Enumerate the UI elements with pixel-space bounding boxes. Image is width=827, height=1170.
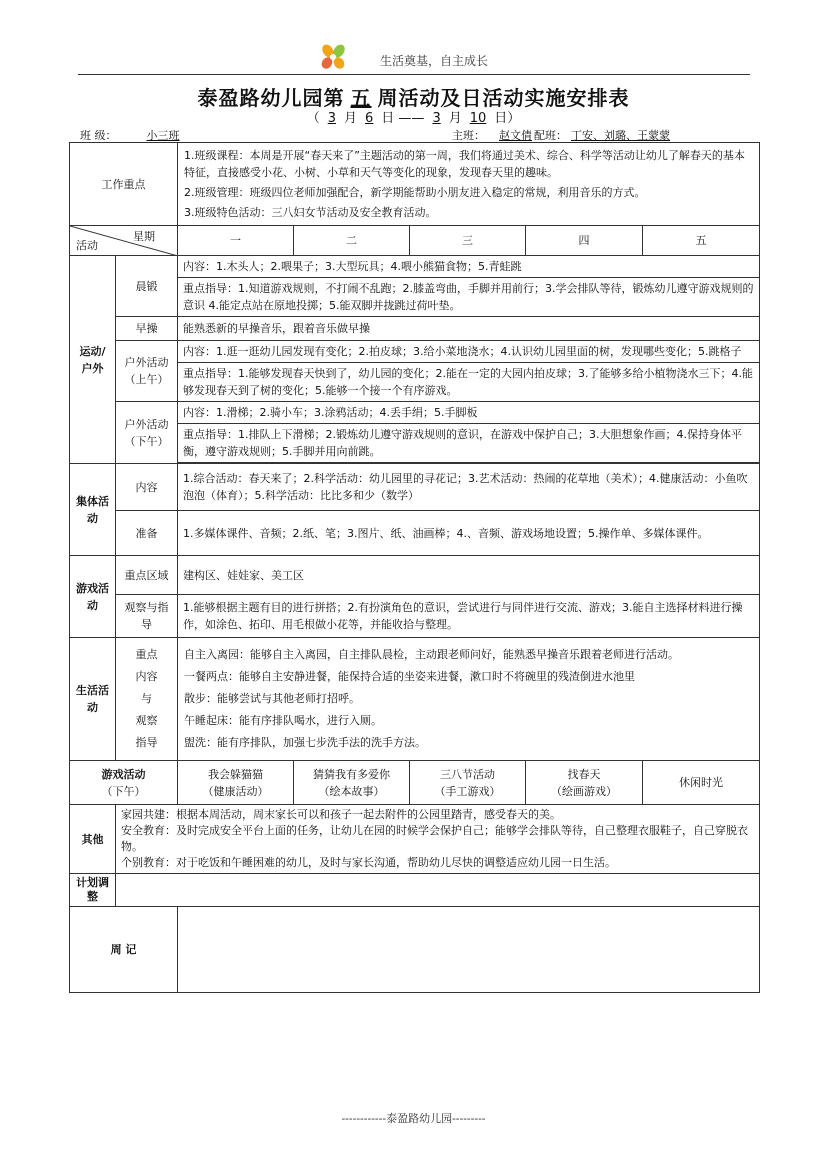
group-content: 1.综合活动：春天来了；2.科学活动：幼儿园里的寻花记；3.艺术活动：热闹的花草地（美术）；4.健康活动：小鱼吹泡泡（体育）；5.科学活动：比比多和少（数学）: [178, 464, 760, 511]
game-observe: 1.能够根据主题有目的进行拼搭；2.有扮演角色的意识，尝试进行与同伴进行交流、游戏；3.能自主选择材料进行操作，如涂色、拓印、用毛根做小花等，并能收拾与整理。: [178, 595, 760, 638]
game-observe-label: 观察与指导: [116, 595, 178, 638]
life-row: [70, 638, 760, 761]
weekday-fri: 五: [643, 226, 760, 256]
morning-exercise-content: 内容：1.木头人；2.喂果子；3.大型玩具；4.喂小熊猫食物；5.青蛙跳: [178, 256, 760, 278]
end-month: 3: [432, 111, 441, 126]
weekday-corner-bottom: 活动: [76, 239, 98, 252]
assistant-names: 丁安、刘璐、王蒙蒙: [571, 129, 670, 142]
life-side-label: 重点 内容 与 观察 指导: [116, 638, 178, 761]
start-month: 3: [327, 111, 336, 126]
morning-drill-row: [70, 317, 760, 341]
pm-games-row: [70, 761, 760, 805]
weekly-note-content: [178, 907, 760, 993]
teacher-info: 主班： 赵文倩 配班： 丁安、刘璐、王蒙蒙: [452, 127, 674, 143]
group-prep: 1.多媒体课件、音频；2.纸、笔；3.图片、纸、油画棒；4.、音频、游戏场地设置；5.操作单、多媒体课件。: [178, 511, 760, 556]
other-row: [70, 805, 760, 874]
page-title: 泰盈路幼儿园第 五 周活动及日活动实施安排表: [197, 86, 630, 110]
game-observe-row: [70, 595, 760, 638]
weekday-tue: 二: [294, 226, 410, 256]
weekly-note-row: [70, 907, 760, 993]
weekday-corner-top: 星期: [133, 230, 155, 243]
group-prep-label: 准备: [116, 511, 178, 556]
outdoor-pm-label: 户外活动（下午）: [116, 402, 178, 464]
teacher-name: 赵文倩: [499, 129, 532, 142]
outdoor-am-focus: 重点指导：1.能够发现春天快到了，幼儿园的变化；2.能在一定的大园内拍皮球；3.了能够多给小植物浇水三下；4.能够发现春天到了树的变化；5.能够一个接一个有序游戏。: [178, 363, 760, 402]
plan-adjust-row: [70, 874, 760, 907]
other-section-label: 其他: [70, 805, 116, 874]
end-day: 10: [469, 111, 487, 126]
game-area-row: [70, 556, 760, 595]
game-area-label: 重点区域: [116, 556, 178, 595]
pm-game-wed: 三八节活动 （手工游戏）: [410, 761, 526, 805]
plan-adjust-content: [116, 874, 760, 907]
group-content-row: [70, 464, 760, 511]
pm-games-label: 游戏活动 （下午）: [70, 761, 178, 805]
start-day: 6: [365, 111, 374, 126]
work-focus-row: [70, 143, 760, 226]
weekday-corner-cell: [70, 226, 178, 256]
weekday-thu: 四: [526, 226, 643, 256]
pm-game-thu: 找春天 （绘画游戏）: [526, 761, 643, 805]
group-content-label: 内容: [116, 464, 178, 511]
morning-exercise-label: 晨锻: [116, 256, 178, 317]
outdoor-pm-content: 内容：1.滑梯；2.骑小车；3.涂鸦活动；4.丢手绢；5.手脚板: [178, 402, 760, 424]
other-content: 家园共建：根据本周活动，周末家长可以和孩子一起去附件的公园里踏青，感受春天的美。 安全教育：及时完成安全平台上面的任务，让幼儿在园的时候学会保护自己；能够学会排队等待，自己整理衣服鞋子，自己穿脱衣物。 个别教育：对于吃饭和午睡困难的幼儿，及时与家长沟通，帮助幼儿尽快的调整适应幼儿园一日生活。: [116, 805, 760, 874]
outdoor-am-label: 户外活动（上午）: [116, 341, 178, 402]
morning-exercise-content-row: [70, 256, 760, 278]
header-divider: [78, 74, 750, 75]
life-content: 自主入离园：能够自主入离园，自主排队晨检，主动跟老师问好，能熟悉早操音乐跟着老师进行活动。 一餐两点：能够自主安静进餐，能保持合适的坐姿来进餐，漱口时不将碗里的残渣倒进水池里 散步：能够尝试与其他老师打招呼。 午睡起床：能有序排队喝水，进行入厕。 盥洗：能有序排队，加强七步洗手法的洗手方法。: [178, 638, 760, 761]
class-info: 班 级： 小三班: [80, 127, 202, 143]
morning-drill-content: 能熟悉新的早操音乐，跟着音乐做早操: [178, 317, 760, 341]
group-section-label: 集体活动: [70, 464, 116, 556]
outdoor-am-content: 内容：1.逛一逛幼儿园发现有变化；2.拍皮球；3.给小菜地浇水；4.认识幼儿园里面的树，发现哪些变化；5.跳格子: [178, 341, 760, 363]
page-footer: ------------泰盈路幼儿园---------: [341, 1112, 486, 1125]
weekday-mon: 一: [178, 226, 294, 256]
motto: 生活奠基，自主成长: [380, 54, 489, 68]
game-section-label: 游戏活动: [70, 556, 116, 638]
morning-drill-label: 早操: [116, 317, 178, 341]
pm-game-fri: 休闲时光: [643, 761, 760, 805]
outdoor-section-label: 运动/户外: [70, 256, 116, 464]
morning-exercise-focus: 重点指导：1.知道游戏规则，不打闹不乱跑；2.膝盖弯曲，手脚并用前行；3.学会排队等待，锻炼幼儿遵守游戏规则的意识 4.能定点站在原地投掷；5.能双脚并拢跳过荷叶垫。: [178, 278, 760, 317]
outdoor-pm-content-row: [70, 402, 760, 424]
game-area: 建构区、娃娃家、美工区: [178, 556, 760, 595]
plan-adjust-label: 计划调整: [70, 874, 116, 907]
group-prep-row: [70, 511, 760, 556]
life-section-label: 生活活动: [70, 638, 116, 761]
work-focus-content: 1.班级课程：本周是开展“春天来了”主题活动的第一周，我们将通过美术、综合、科学等活动让幼儿了解春天的基本特征，直接感受小花、小树、小草和天气等变化的现象，发现春天里的趣味。 2.班级管理：班级四位老师加强配合，新学期能帮助小朋友进入稳定的常规，利用音乐的方式。 3.班级特色活动：三八妇女节活动及安全教育活动。: [178, 143, 760, 226]
weekly-note-label: 周 记: [70, 907, 178, 993]
weekday-header-row: [70, 226, 760, 256]
pm-game-tue: 猜猜我有多爱你 （绘本故事）: [294, 761, 410, 805]
week-number: 五: [350, 86, 372, 110]
class-name: 小三班: [146, 129, 180, 142]
outdoor-am-content-row: [70, 341, 760, 363]
outdoor-pm-focus: 重点指导：1.排队上下滑梯；2.锻炼幼儿遵守游戏规则的意识，在游戏中保护自己；3.大胆想象作画；4.保持身体平衡，遵守游戏规则；5.手脚并用向前跳。: [178, 424, 760, 463]
work-focus-label: 工作重点: [70, 143, 178, 226]
pm-game-mon: 我会躲猫猫 （健康活动）: [178, 761, 294, 805]
schedule-table: [69, 142, 760, 993]
kindergarten-logo-icon: [318, 42, 348, 72]
date-range: （ 3 月 6 日 —— 3 月 10 日）: [306, 111, 521, 126]
weekday-wed: 三: [410, 226, 526, 256]
